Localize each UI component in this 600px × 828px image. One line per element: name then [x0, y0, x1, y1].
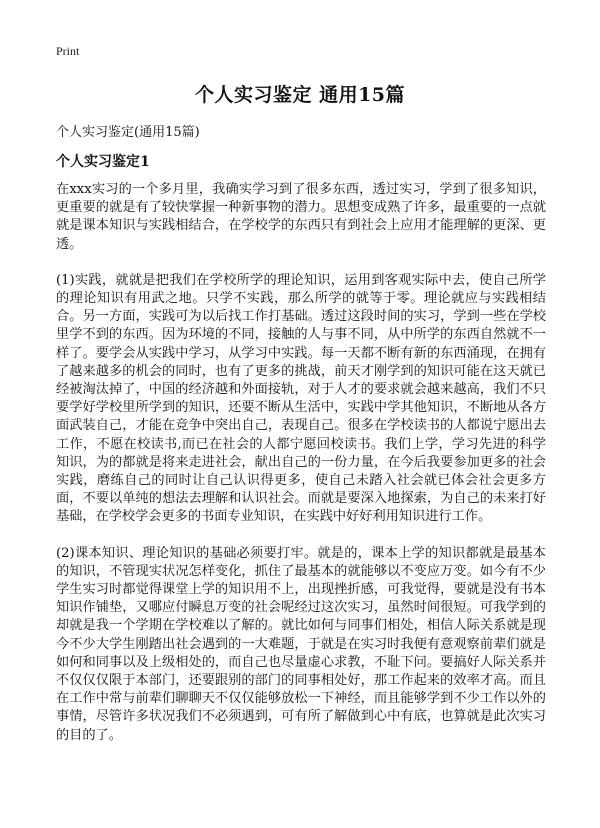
document-body	[56, 181, 546, 763]
paragraph-practice: (1)实践，就就是把我们在学校所学的理论知识，运用到客观实际中去，使自己所学的理论知识有用武之地。只学不实践，那么所学的就等于零。理论就应与实践相结合。另一方面，实践可为以后找工作打基础。透过这段时间的实习，学到一些在学校里学不到的东西。因为环境的不同，接触的人与事不同，从中所学的东西自然就不一样了。要学会从实践中学习，从学习中实践。每一天都不断有新的东西涌现，在拥有了越来越多的机会的同时，也有了更多的挑战，前天才刚学到的知识可能在这天就已经被淘汰掉了，中国的经济越和外面接轨，对于人才的要求就会越来越高，我们不只要学好学校里所学到的知识，还要不断从生活中，实践中学其他知识，不断地从各方面武装自己，才能在竞争中突出自己，表现自己。很多在学校读书的人都说宁愿出去工作，不愿在校读书,而已在社会的人都宁愿回校读书。我们上学，学习先进的科学知识，为的都就是将来走进社会，献出自己的一份力量，在今后我要参加更多的社会实践，磨练自己的同时让自己认识得更多，使自己未踏入社会就已体会社会更多方面，不要以单纯的想法去理解和认识社会。而就是要深入地探索，为自己的未来打好基础，在学校学会更多的书面专业知识，在实践中好好利用知识进行工作。	[56, 272, 546, 525]
document-title: 个人实习鉴定 通用15篇	[194, 84, 406, 106]
section-heading: 个人实习鉴定1	[56, 154, 150, 170]
document-subtitle: 个人实习鉴定(通用15篇)	[56, 125, 200, 140]
paragraph-knowledge: (2)课本知识、理论知识的基础必须要打牢。就是的，课本上学的知识都就是最基本的知识，不管现实状况怎样变化，抓住了最基本的就能够以不变应万变。如今有不少学生实习时都觉得课堂上学的知识用不上，出现挫折感，可我觉得，要就是没有书本知识作铺垫，又哪应付瞬息万变的社会呢经过这次实习，虽然时间很短。可我学到的却就是我一个学期在学校难以了解的。就比如何与同事们相处，相信人际关系就是现今不少大学生刚踏出社会遇到的一大难题，于就是在实习时我便有意观察前辈们就是如何和同事以及上级相处的，而自己也尽量虚心求教，不耻下问。要搞好人际关系并不仅仅仅限于本部门，还要跟别的部门的同事相处好，那工作起来的效率才高。而且在工作中常与前辈们聊聊天不仅仅能够放松一下神经，而且能够学到不少工作以外的事情，尽管许多状况我们不必须遇到，可有所了解做到心中有底，也算就是此次实习的目的了。	[56, 545, 546, 743]
paragraph-intro: 在xxx实习的一个多月里，我确实学习到了很多东西，透过实习，学到了很多知识，更重要的就是有了较快掌握一种新事物的潜力。思想变成熟了许多，最重要的一点就就是课本知识与实践相结合，在学校学的东西只有到社会上应用才能理解的更深、更透。	[56, 182, 546, 252]
print-label: Print	[56, 44, 80, 58]
